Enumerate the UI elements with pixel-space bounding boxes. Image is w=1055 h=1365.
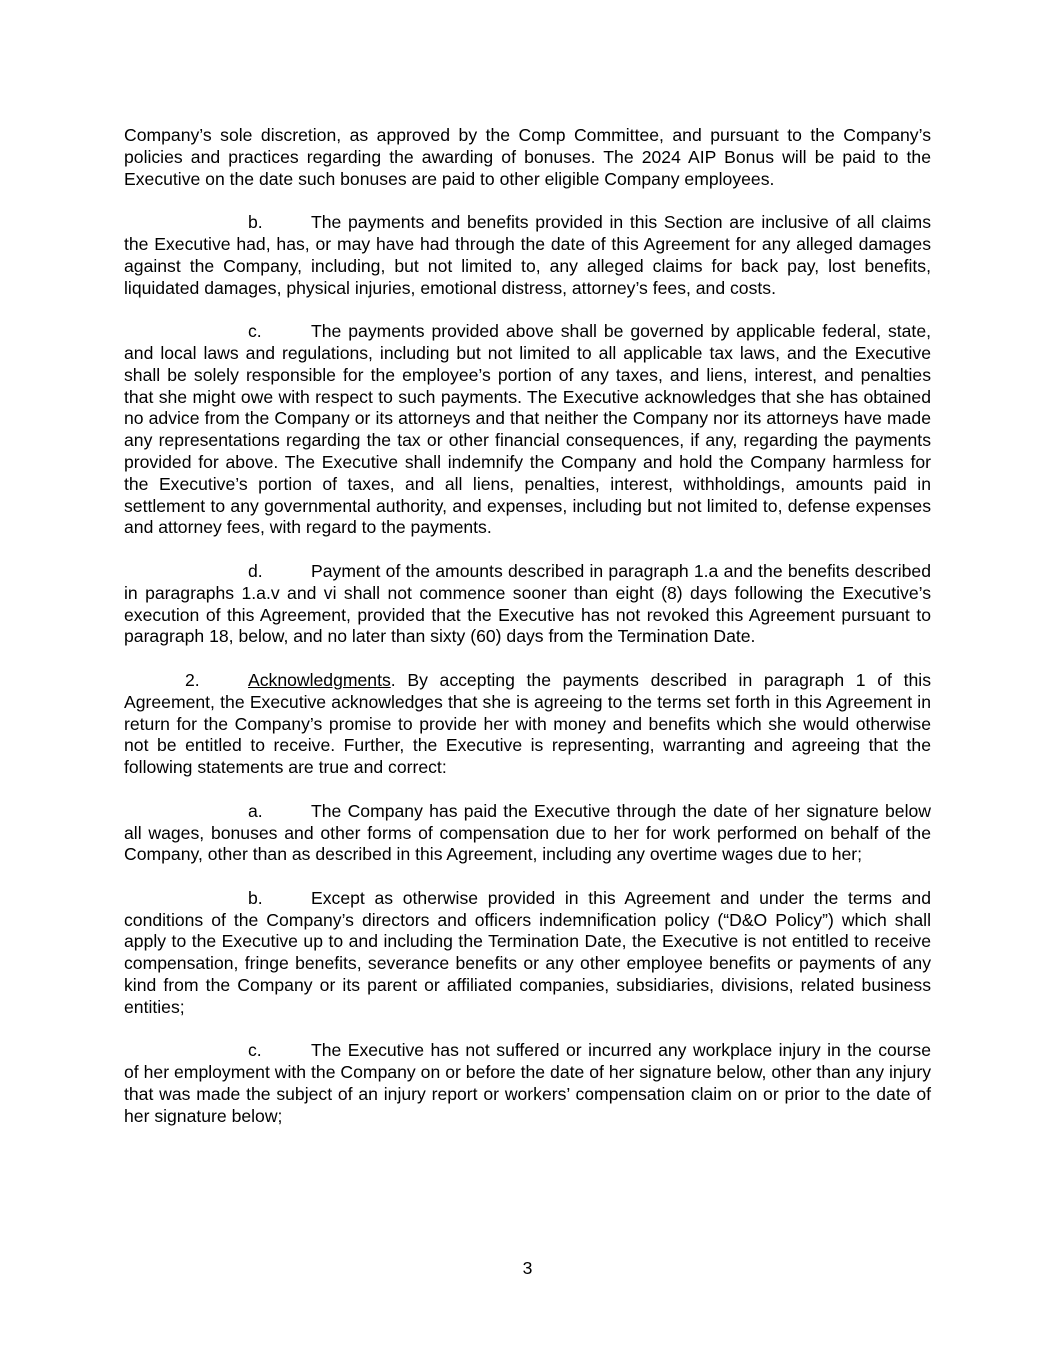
paragraph-1b: [124, 212, 931, 299]
section-number: 2.: [185, 669, 200, 690]
page-number: 3: [522, 1258, 533, 1278]
paragraph-text: The payments and benefits provided in this Section are inclusive of all claims the Executive had, has, or may have had through the date of this Agreement for any alleged damages against the Company, including, but not limited to, any alleged claims for back pay, lost benefits, liquidated damages, physical injuries, emotional distress, attorney’s fees, and costs.: [124, 212, 931, 298]
paragraph-marker: c.: [248, 1040, 262, 1061]
section-heading: Acknowledgments: [248, 669, 391, 690]
paragraph-2a: [124, 801, 931, 866]
paragraph-2b: [124, 888, 931, 1019]
paragraph-text: Except as otherwise provided in this Agreement and under the terms and conditions of the Company’s directors and officers indemnification policy (“D&O Policy”) which shall apply to the Executive up to and including the Termination Date, the Executive is not entitled to receive compensation, fringe benefits, severance benefits or any other employee benefits or payments of any kind from the Company or its parent or affiliated companies, subsidiaries, divisions, related business entities;: [124, 887, 931, 1017]
section-text: . By accepting the payments described in paragraph 1 of this Agreement, the Executive acknowledges that she is agreeing to the terms set forth in this Agreement in return for the Company’s promise to provide her with money and benefits which she would otherwise not be entitled to receive. Further, the Executive is representing, warranting and agreeing that the following statements are true and correct:: [124, 669, 931, 778]
intro-paragraph: Company’s sole discretion, as approved by the Comp Committee, and pursuant to the Company’s policies and practices regarding the awarding of bonuses. The 2024 AIP Bonus will be paid to the Executive on the date such bonuses are paid to other eligible Company employees.: [124, 125, 931, 189]
paragraph-1d: [124, 561, 931, 648]
paragraph-marker: b.: [248, 887, 263, 908]
paragraph-marker: d.: [248, 560, 263, 581]
paragraph-text: The Executive has not suffered or incurred any workplace injury in the course of her employment with the Company on or before the date of her signature below, other than any injury that was made the subject of an injury report or workers’ compensation claim on or prior to the date of her signature below;: [124, 1040, 931, 1126]
paragraph-1c: [124, 321, 931, 539]
paragraph-text: The Company has paid the Executive through the date of her signature below all wages, bonuses and other forms of compensation due to her for work performed on behalf of the Company, other than as described in this Agreement, including any overtime wages due to her;: [124, 800, 931, 865]
paragraph-marker: a.: [248, 800, 263, 821]
paragraph-marker: c.: [248, 321, 262, 342]
section-2-paragraph: [124, 670, 931, 779]
document-page: [124, 125, 931, 1149]
paragraph-marker: b.: [248, 212, 263, 233]
paragraph-2c: [124, 1040, 931, 1127]
paragraph-text: The payments provided above shall be governed by applicable federal, state, and local laws and regulations, including but not limited to all applicable tax laws, and the Executive shall be solely responsible for the employee’s portion of any taxes, and liens, interest, and penalties that she might owe with respect to such payments. The Executive acknowledges that she has obtained no advice from the Company or its attorneys and that neither the Company nor its attorneys have made any representations regarding the tax or other financial consequences, if any, regarding the payments provided for above. The Executive shall indemnify the Company and hold the Company harmless for the Executive’s portion of taxes, and all liens, penalties, interest, withholdings, amounts paid in settlement to any governmental authority, and expenses, including but not limited to, defense expenses and attorney fees, with regard to the payments.: [124, 321, 931, 538]
paragraph-text: Payment of the amounts described in paragraph 1.a and the benefits described in paragraphs 1.a.v and vi shall not commence sooner than eight (8) days following the Executive’s execution of this Agreement, provided that the Executive has not revoked this Agreement pursuant to paragraph 18, below, and no later than sixty (60) days from the Termination Date.: [124, 560, 931, 647]
